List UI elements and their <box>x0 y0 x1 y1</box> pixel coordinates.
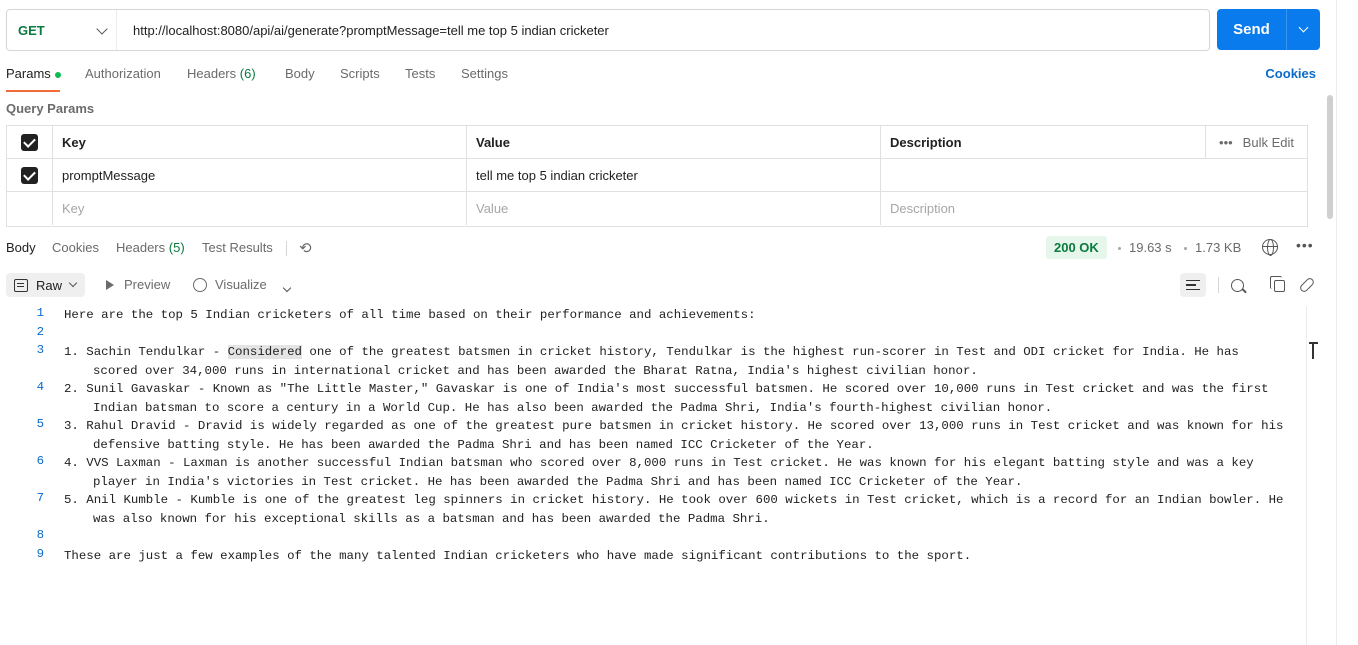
send-label: Send <box>1233 21 1270 38</box>
history-icon[interactable]: ⟲ <box>299 240 312 257</box>
code-text <box>64 528 1284 547</box>
table-row-empty <box>7 192 1307 225</box>
response-time[interactable]: 19.63 s <box>1129 240 1172 255</box>
tab-params[interactable] <box>6 66 61 81</box>
preview-button[interactable] <box>106 277 170 292</box>
new-value-input[interactable]: Value <box>467 192 881 225</box>
right-divider <box>1336 0 1337 645</box>
code-text: 4. VVS Laxman - Laxman is another successful Indian batsman who scored over 8,000 runs in Test cricket. He was known for his elegant batting style and was a key player in India's victories in Test cricket. He has been awarded the Padma Shri and has been named ICC Cricketer of the Year. <box>64 456 1262 489</box>
chevron-down-icon <box>283 284 291 292</box>
resp-tab-test-results[interactable]: Test Results <box>202 240 273 255</box>
tab-scripts[interactable]: Scripts <box>340 66 380 81</box>
select-all-checkbox[interactable] <box>21 134 38 151</box>
param-description-cell[interactable] <box>881 159 1309 191</box>
visualize-label: Visualize <box>215 277 267 292</box>
selected-word: Considered <box>227 345 302 359</box>
code-text <box>64 325 1284 344</box>
line-number: 6 <box>36 454 44 468</box>
code-text: 3. Rahul Dravid - Dravid is widely regarded as one of the greatest pure batsmen in cricket history. He scored over 13,000 runs in Test cricket and was known for his defensive batting style. He has been awarded the Padma Shri and has been named ICC Cricketer of the Year. <box>64 419 1291 452</box>
line-number: 2 <box>36 324 44 339</box>
param-key-cell[interactable]: promptMessage <box>53 159 467 191</box>
response-size[interactable]: 1.73 KB <box>1195 240 1242 255</box>
url-input[interactable]: http://localhost:8080/api/ai/generate?promptMessage=tell me top 5 indian cricketer <box>133 22 609 38</box>
format-label: Raw <box>36 277 63 293</box>
meta-dot <box>1184 247 1187 250</box>
resp-tab-body[interactable]: Body <box>6 240 36 255</box>
line-number: 8 <box>36 528 44 542</box>
wrap-lines-button[interactable] <box>1180 273 1206 297</box>
chevron-down-icon <box>69 279 77 287</box>
line-number: 3 <box>36 343 44 357</box>
resp-tab-headers[interactable] <box>116 240 185 255</box>
text-cursor-icon <box>1309 342 1318 359</box>
line-number: 9 <box>36 546 44 561</box>
table-header-row <box>7 126 1307 159</box>
visualize-options-button[interactable] <box>284 279 290 294</box>
headers-count: (6) <box>239 66 256 81</box>
code-text: 1. Sachin Tendulkar - Considered one of the greatest batsmen in cricket history, Tendulkar is the highest run-scorer in Test and ODI cricket for India. He has scored over 34,000 runs in international cricket and has been awarded the Bharat Ratna, India's highest civilian honor. <box>64 345 1247 378</box>
line-number: 5 <box>36 417 44 431</box>
header-description: Description <box>890 134 962 150</box>
bulk-edit-label: Bulk Edit <box>1242 135 1294 150</box>
new-description-input[interactable]: Description <box>890 201 956 216</box>
copy-icon <box>1274 280 1285 292</box>
pane-scrollbar[interactable] <box>1327 95 1333 219</box>
chevron-down-icon <box>96 23 107 34</box>
code-line <box>0 325 1300 344</box>
code-text: 2. Sunil Gavaskar - Known as "The Little Master," Gavaskar is one of India's most successful batsmen. He scored over 10,000 runs in Test cricket and was the first Indian batsman to score a century in a World Cup. He has also been awarded the Padma Shri, India's fourth-highest civilian honor. <box>64 382 1277 415</box>
active-tab-underline <box>6 90 60 92</box>
search-icon <box>1231 279 1244 292</box>
params-active-dot <box>55 72 61 78</box>
toolbar-separator <box>1218 277 1219 293</box>
response-tabs <box>6 237 1316 260</box>
editor-scroll-track[interactable] <box>1306 306 1307 645</box>
code-line <box>0 380 1300 417</box>
url-box <box>6 9 1210 51</box>
send-options-button[interactable] <box>1287 28 1320 31</box>
line-number: 1 <box>36 306 44 320</box>
empty-checkbox-cell <box>7 192 53 225</box>
row-checkbox[interactable] <box>21 167 38 184</box>
select-all-checkbox-cell <box>7 126 53 158</box>
meta-dot <box>1118 247 1121 250</box>
code-line <box>0 417 1300 454</box>
code-text: Here are the top 5 Indian cricketers of all time based on their performance and achievements: <box>64 308 756 322</box>
tab-authorization[interactable]: Authorization <box>85 66 161 81</box>
more-horizontal-icon: ••• <box>1219 135 1233 150</box>
tab-settings[interactable]: Settings <box>461 66 508 81</box>
table-row <box>7 159 1307 192</box>
line-number: 4 <box>36 380 44 394</box>
link-button[interactable] <box>1294 273 1320 297</box>
more-options-icon[interactable]: ••• <box>1296 237 1314 253</box>
code-line <box>0 306 1300 325</box>
line-number: 7 <box>36 491 44 505</box>
query-params-table <box>6 125 1308 227</box>
new-key-input[interactable]: Key <box>53 192 467 225</box>
header-value: Value <box>467 126 881 158</box>
code-line <box>0 491 1300 528</box>
code-line <box>0 454 1300 491</box>
code-line <box>0 547 1300 566</box>
row-checkbox-cell <box>7 159 53 191</box>
search-button[interactable] <box>1224 273 1250 297</box>
code-line <box>0 343 1300 380</box>
copy-button[interactable] <box>1265 273 1291 297</box>
preview-label: Preview <box>124 277 171 292</box>
method-select[interactable] <box>7 10 117 50</box>
tab-tests[interactable]: Tests <box>405 66 436 81</box>
request-bar <box>6 9 1320 51</box>
visualize-button[interactable] <box>193 277 267 293</box>
resp-tab-headers-label: Headers <box>116 240 166 255</box>
link-icon <box>1299 277 1316 294</box>
response-body-editor[interactable] <box>0 306 1300 565</box>
status-badge[interactable]: 200 OK <box>1046 236 1107 259</box>
play-icon <box>106 280 114 290</box>
tab-body[interactable]: Body <box>285 66 315 81</box>
param-value-cell[interactable]: tell me top 5 indian cricketer <box>467 159 881 191</box>
header-key: Key <box>53 126 467 158</box>
chevron-down-icon <box>1299 23 1309 33</box>
tab-params-label: Params <box>6 66 51 81</box>
resp-headers-count: (5) <box>168 240 185 255</box>
globe-icon[interactable] <box>1262 239 1278 255</box>
code-text: These are just a few examples of the many talented Indian cricketers who have made significant contributions to the sport. <box>64 548 972 563</box>
raw-format-icon <box>14 279 28 292</box>
bulk-edit-button[interactable] <box>1205 126 1307 159</box>
query-params-title: Query Params <box>6 101 95 116</box>
method-label: GET <box>18 22 45 38</box>
code-text: 5. Anil Kumble - Kumble is one of the greatest leg spinners in cricket history. He took over 600 wickets in Test cricket, which is a record for an Indian bowler. He was also known for his exceptional skills as a batsman and has been awarded the Padma Shri. <box>64 493 1291 526</box>
tabs-separator <box>286 241 287 256</box>
visualize-icon <box>193 278 207 292</box>
tab-headers-label: Headers <box>187 66 237 81</box>
code-line <box>0 528 1300 547</box>
cookies-link[interactable]: Cookies <box>1265 66 1316 81</box>
body-toolbar <box>6 273 1316 297</box>
request-tabs <box>6 66 1316 92</box>
send-button[interactable] <box>1217 9 1320 50</box>
tab-headers[interactable] <box>187 66 256 81</box>
wrap-icon <box>1186 280 1200 290</box>
resp-tab-cookies[interactable]: Cookies <box>52 240 99 255</box>
format-select[interactable] <box>6 273 85 297</box>
